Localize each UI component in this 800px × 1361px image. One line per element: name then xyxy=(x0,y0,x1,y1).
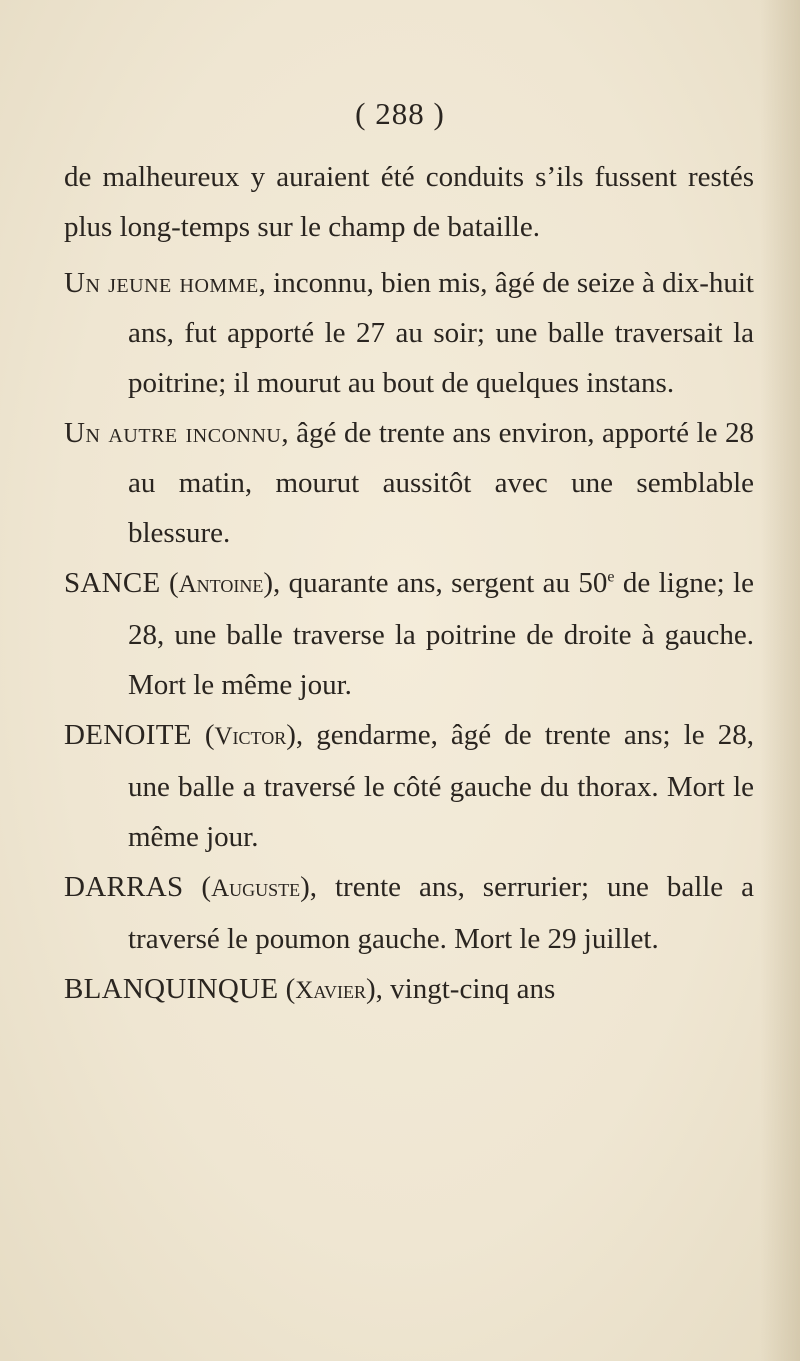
entry-given-name: Victor xyxy=(214,723,287,750)
entry-text: quarante ans, sergent au 50 xyxy=(288,567,608,599)
entry-text-cont: de ligne; le 28, une balle traverse la poitrine de droite à gauche. Mort le même jour. xyxy=(128,567,754,701)
entry-lead: Un autre inconnu xyxy=(64,417,282,449)
entry-lead: Un jeune homme xyxy=(64,267,259,299)
paren-close: ), xyxy=(286,719,317,751)
paren-open: ( xyxy=(278,973,296,1005)
paren-close: ), xyxy=(300,871,335,903)
entry-blanquinque xyxy=(64,964,754,1016)
paren-close: ), xyxy=(366,973,391,1005)
entry-text: vingt-cinq ans xyxy=(390,973,556,1005)
entry-given-name: Auguste xyxy=(211,875,301,902)
continuation-paragraph: de malheureux y auraient été conduits s’ils fussent restés plus long-temps sur le champ de bataille. xyxy=(64,161,754,243)
entry-unknown-other xyxy=(64,408,754,558)
entry-darras xyxy=(64,862,754,964)
entry-denoite xyxy=(64,710,754,862)
text-body xyxy=(64,152,754,1016)
entry-surname: BLANQUINQUE xyxy=(64,973,279,1005)
entry-text: , âgé de trente ans environ, apporté le 28 au matin, mourut aussitôt avec une semblable blessure. xyxy=(128,417,754,549)
page-edge-shadow xyxy=(760,0,800,1361)
page-number: ( 288 ) xyxy=(355,96,445,131)
paren-open: ( xyxy=(183,871,212,903)
entry-young-man xyxy=(64,258,754,408)
entry-surname: DENOITE xyxy=(64,719,192,751)
entry-given-name: Antoine xyxy=(178,571,264,598)
paren-close: ), xyxy=(263,567,289,599)
paren-open: ( xyxy=(160,567,179,599)
entry-surname: SANCE xyxy=(64,567,161,599)
entry-text: trente ans, serrurier; une balle a traversé le poumon gauche. Mort le 29 juillet. xyxy=(128,871,754,955)
paren-open: ( xyxy=(191,719,215,751)
entry-text: gendarme, âgé de trente ans; le 28, une balle a traversé le côté gauche du thorax. Mort le même jour. xyxy=(128,719,754,853)
entry-sance xyxy=(64,558,754,710)
entry-surname: DARRAS xyxy=(64,871,184,903)
entry-given-name: Xavier xyxy=(295,977,366,1004)
ordinal-superscript: e xyxy=(607,568,615,586)
entry-text: , inconnu, bien mis, âgé de seize à dix-huit ans, fut apporté le 27 au soir; une balle traversait la poitrine; il mourut au bout de quelques instans. xyxy=(128,267,754,399)
